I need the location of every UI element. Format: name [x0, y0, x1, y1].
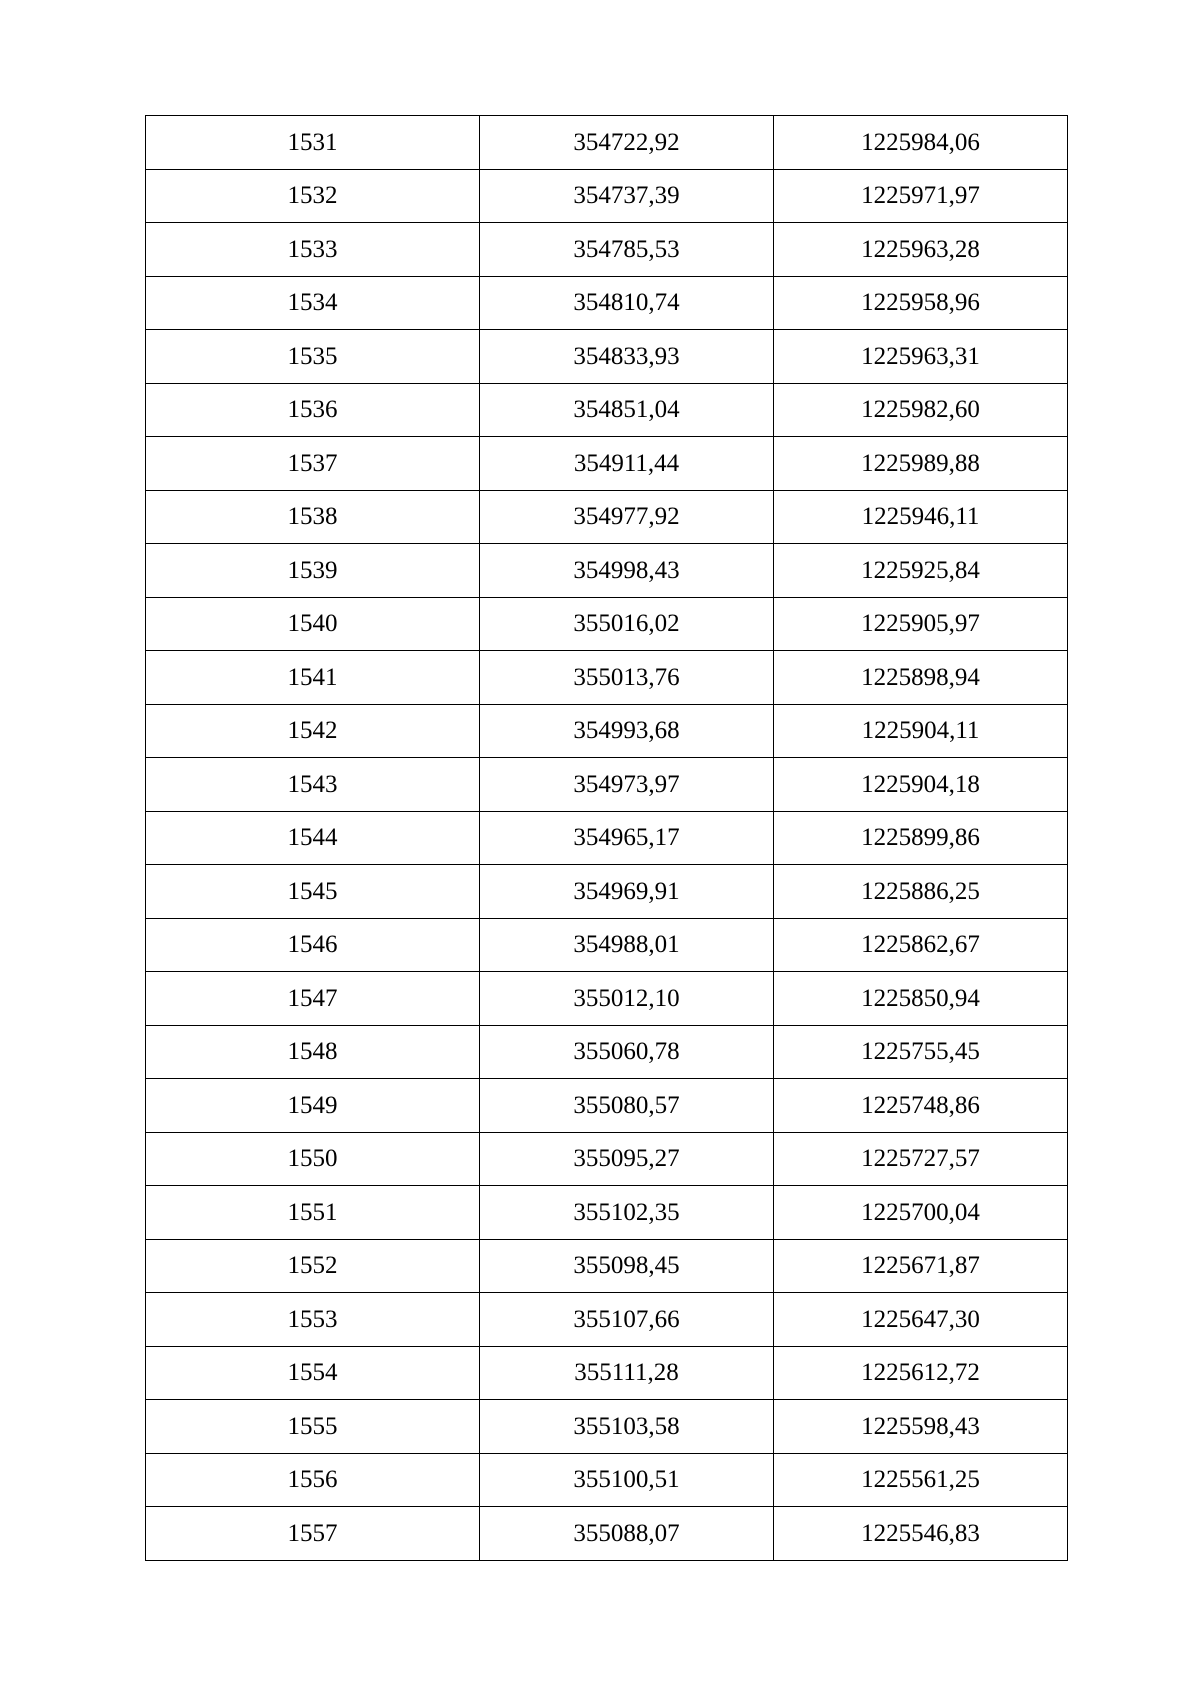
table-row: [146, 918, 1068, 972]
table-row: [146, 704, 1068, 758]
y-coordinate-cell: 1225886,25: [774, 865, 1068, 919]
point-number-cell: 1535: [146, 330, 480, 384]
point-number-cell: 1542: [146, 704, 480, 758]
point-number-cell: 1557: [146, 1507, 480, 1561]
table-row: [146, 1079, 1068, 1133]
y-coordinate-cell: 1225671,87: [774, 1239, 1068, 1293]
y-coordinate-cell: 1225850,94: [774, 972, 1068, 1026]
coordinates-table: [145, 115, 1068, 1561]
y-coordinate-cell: 1225963,31: [774, 330, 1068, 384]
table-row: [146, 490, 1068, 544]
y-coordinate-cell: 1225982,60: [774, 383, 1068, 437]
x-coordinate-cell: 355088,07: [480, 1507, 774, 1561]
point-number-cell: 1551: [146, 1186, 480, 1240]
x-coordinate-cell: 355013,76: [480, 651, 774, 705]
table-row: [146, 437, 1068, 491]
x-coordinate-cell: 354737,39: [480, 169, 774, 223]
x-coordinate-cell: 355060,78: [480, 1025, 774, 1079]
x-coordinate-cell: 355016,02: [480, 597, 774, 651]
y-coordinate-cell: 1225904,11: [774, 704, 1068, 758]
y-coordinate-cell: 1225899,86: [774, 811, 1068, 865]
y-coordinate-cell: 1225647,30: [774, 1293, 1068, 1347]
table-row: [146, 223, 1068, 277]
point-number-cell: 1539: [146, 544, 480, 598]
x-coordinate-cell: 354998,43: [480, 544, 774, 598]
table-row: [146, 1507, 1068, 1561]
x-coordinate-cell: 354785,53: [480, 223, 774, 277]
point-number-cell: 1548: [146, 1025, 480, 1079]
point-number-cell: 1532: [146, 169, 480, 223]
table-row: [146, 811, 1068, 865]
x-coordinate-cell: 354722,92: [480, 116, 774, 170]
y-coordinate-cell: 1225963,28: [774, 223, 1068, 277]
point-number-cell: 1553: [146, 1293, 480, 1347]
x-coordinate-cell: 355095,27: [480, 1132, 774, 1186]
x-coordinate-cell: 355107,66: [480, 1293, 774, 1347]
table-row: [146, 1025, 1068, 1079]
x-coordinate-cell: 354911,44: [480, 437, 774, 491]
table-row: [146, 1239, 1068, 1293]
y-coordinate-cell: 1225598,43: [774, 1400, 1068, 1454]
table-row: [146, 383, 1068, 437]
table-row: [146, 276, 1068, 330]
table-row: [146, 169, 1068, 223]
x-coordinate-cell: 355098,45: [480, 1239, 774, 1293]
table-row: [146, 758, 1068, 812]
table-row: [146, 1346, 1068, 1400]
y-coordinate-cell: 1225989,88: [774, 437, 1068, 491]
table-row: [146, 116, 1068, 170]
x-coordinate-cell: 355103,58: [480, 1400, 774, 1454]
table-row: [146, 1400, 1068, 1454]
x-coordinate-cell: 355012,10: [480, 972, 774, 1026]
table-row: [146, 544, 1068, 598]
point-number-cell: 1541: [146, 651, 480, 705]
point-number-cell: 1547: [146, 972, 480, 1026]
table-row: [146, 865, 1068, 919]
table-row: [146, 1293, 1068, 1347]
point-number-cell: 1538: [146, 490, 480, 544]
point-number-cell: 1540: [146, 597, 480, 651]
y-coordinate-cell: 1225561,25: [774, 1453, 1068, 1507]
point-number-cell: 1545: [146, 865, 480, 919]
y-coordinate-cell: 1225755,45: [774, 1025, 1068, 1079]
point-number-cell: 1549: [146, 1079, 480, 1133]
point-number-cell: 1555: [146, 1400, 480, 1454]
y-coordinate-cell: 1225971,97: [774, 169, 1068, 223]
y-coordinate-cell: 1225748,86: [774, 1079, 1068, 1133]
x-coordinate-cell: 354851,04: [480, 383, 774, 437]
y-coordinate-cell: 1225546,83: [774, 1507, 1068, 1561]
x-coordinate-cell: 355102,35: [480, 1186, 774, 1240]
y-coordinate-cell: 1225862,67: [774, 918, 1068, 972]
coordinates-table-body: [146, 116, 1068, 1561]
x-coordinate-cell: 354965,17: [480, 811, 774, 865]
x-coordinate-cell: 355080,57: [480, 1079, 774, 1133]
point-number-cell: 1531: [146, 116, 480, 170]
x-coordinate-cell: 354969,91: [480, 865, 774, 919]
y-coordinate-cell: 1225898,94: [774, 651, 1068, 705]
point-number-cell: 1534: [146, 276, 480, 330]
x-coordinate-cell: 354810,74: [480, 276, 774, 330]
x-coordinate-cell: 354833,93: [480, 330, 774, 384]
x-coordinate-cell: 355100,51: [480, 1453, 774, 1507]
x-coordinate-cell: 354977,92: [480, 490, 774, 544]
point-number-cell: 1552: [146, 1239, 480, 1293]
point-number-cell: 1543: [146, 758, 480, 812]
y-coordinate-cell: 1225905,97: [774, 597, 1068, 651]
table-row: [146, 972, 1068, 1026]
y-coordinate-cell: 1225946,11: [774, 490, 1068, 544]
y-coordinate-cell: 1225904,18: [774, 758, 1068, 812]
point-number-cell: 1544: [146, 811, 480, 865]
x-coordinate-cell: 355111,28: [480, 1346, 774, 1400]
table-row: [146, 597, 1068, 651]
x-coordinate-cell: 354973,97: [480, 758, 774, 812]
table-row: [146, 1186, 1068, 1240]
x-coordinate-cell: 354988,01: [480, 918, 774, 972]
y-coordinate-cell: 1225612,72: [774, 1346, 1068, 1400]
point-number-cell: 1556: [146, 1453, 480, 1507]
point-number-cell: 1533: [146, 223, 480, 277]
table-row: [146, 651, 1068, 705]
point-number-cell: 1550: [146, 1132, 480, 1186]
y-coordinate-cell: 1225925,84: [774, 544, 1068, 598]
point-number-cell: 1537: [146, 437, 480, 491]
y-coordinate-cell: 1225700,04: [774, 1186, 1068, 1240]
table-row: [146, 1453, 1068, 1507]
y-coordinate-cell: 1225727,57: [774, 1132, 1068, 1186]
point-number-cell: 1554: [146, 1346, 480, 1400]
y-coordinate-cell: 1225984,06: [774, 116, 1068, 170]
table-row: [146, 330, 1068, 384]
point-number-cell: 1536: [146, 383, 480, 437]
table-row: [146, 1132, 1068, 1186]
y-coordinate-cell: 1225958,96: [774, 276, 1068, 330]
point-number-cell: 1546: [146, 918, 480, 972]
x-coordinate-cell: 354993,68: [480, 704, 774, 758]
